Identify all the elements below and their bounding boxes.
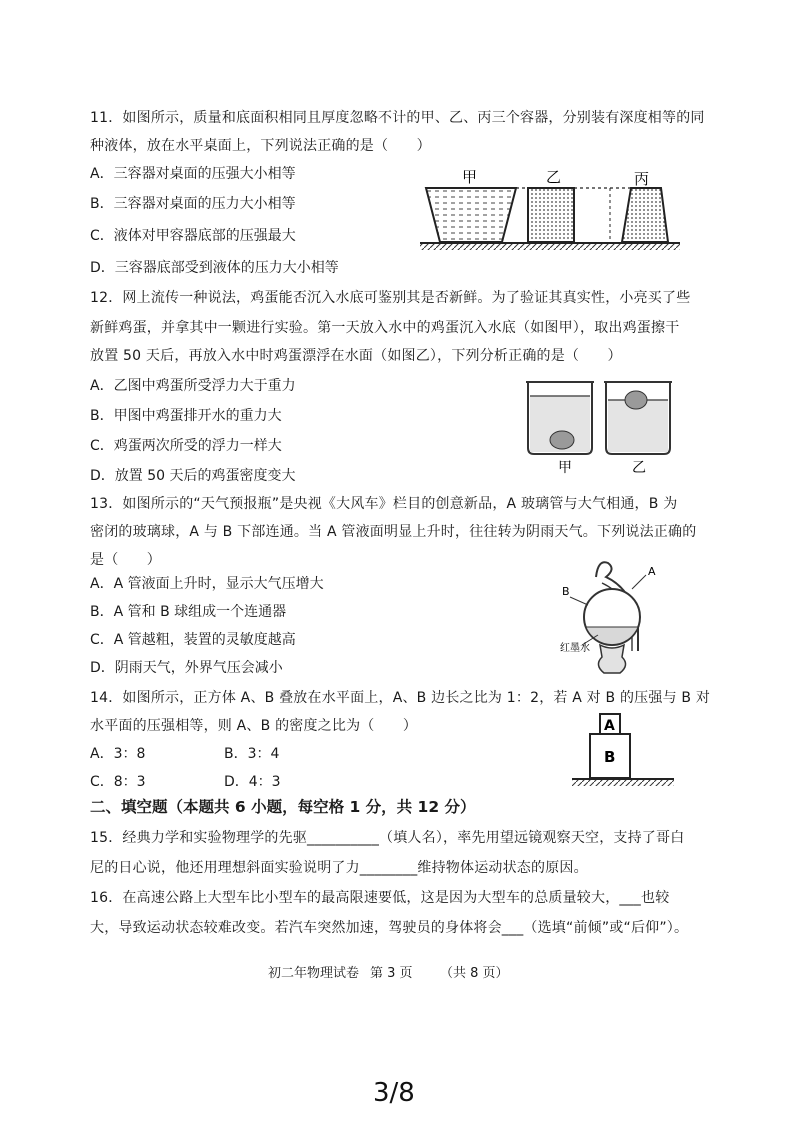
q13-option-b: B．A 管和 B 球组成一个连通器: [90, 604, 287, 620]
page-indicator: 3/8: [373, 1078, 415, 1108]
q12-label-jia: 甲: [558, 460, 572, 476]
q13-weather-bottle-figure: [560, 555, 670, 680]
q13-line1: 13．如图所示的“天气预报瓶”是央视《大风车》栏目的创意新品，A 玻璃管与大气相通，B 为: [90, 496, 678, 512]
q13-label-a: A: [648, 565, 656, 578]
q11-option-a: A．三容器对桌面的压强大小相等: [90, 166, 296, 182]
q13-option-c: C．A 管越粗，装置的灵敏度越高: [90, 632, 296, 648]
q14-line2: 水平面的压强相等，则 A、B 的密度之比为（ ）: [90, 718, 418, 734]
q13-label-b: B: [562, 585, 570, 598]
q13-line3: 是（ ）: [90, 552, 161, 568]
q14-line1: 14．如图所示，正方体 A、B 叠放在水平面上，A、B 边长之比为 1：2，若 A 对 B 的压强与 B 对: [90, 690, 711, 706]
q11-line2: 种液体，放在水平桌面上，下列说法正确的是（ ）: [90, 138, 431, 154]
q11-label-jia: 甲: [462, 168, 478, 186]
q11-label-yi: 乙: [546, 168, 562, 186]
q14-option-b: B．3：4: [224, 746, 280, 762]
q12-line2: 新鲜鸡蛋，并拿其中一颗进行实验。第一天放入水中的鸡蛋沉入水底（如图甲），取出鸡蛋擦干: [90, 320, 680, 336]
q14-cubes-figure: [570, 710, 680, 790]
footer-subject: 初二年物理试卷: [268, 966, 360, 981]
q14-option-c: C．8：3: [90, 774, 146, 790]
section-2-title: 二、填空题（本题共 6 小题，每空格 1 分，共 12 分）: [90, 798, 476, 816]
q11-label-bing: 丙: [634, 170, 650, 188]
q13-option-d: D．阴雨天气，外界气压会减小: [90, 660, 283, 676]
q12-option-a: A．乙图中鸡蛋所受浮力大于重力: [90, 378, 296, 394]
q15-line1: 15．经典力学和实验物理学的先驱__________（填人名），率先用望远镜观察天空，支持了哥白: [90, 830, 685, 846]
q12-label-yi: 乙: [632, 460, 646, 476]
q14-option-d: D．4：3: [224, 774, 281, 790]
q16-line1: 16．在高速公路上大型车比小型车的最高限速要低，这是因为大型车的总质量较大，___也较: [90, 890, 670, 906]
q13-label-red-ink: 红墨水: [560, 643, 590, 654]
q14-label-b: B: [604, 748, 616, 766]
q12-line3: 放置 50 天后，再放入水中时鸡蛋漂浮在水面（如图乙），下列分析正确的是（ ）: [90, 348, 622, 364]
q13-option-a: A．A 管液面上升时，显示大气压增大: [90, 576, 324, 592]
q11-option-c: C．液体对甲容器底部的压强最大: [90, 228, 296, 244]
q12-option-d: D．放置 50 天后的鸡蛋密度变大: [90, 468, 296, 484]
q12-option-b: B．甲图中鸡蛋排开水的重力大: [90, 408, 282, 424]
q14-label-a: A: [604, 718, 615, 734]
q13-line2: 密闭的玻璃球，A 与 B 下部连通。当 A 管液面明显上升时，往往转为阴雨天气。下列说法正确的: [90, 524, 697, 540]
footer-total: （共 8 页）: [440, 966, 509, 981]
q12-beakers-figure: [524, 376, 674, 476]
q14-option-a: A．3：8: [90, 746, 146, 762]
q11-line1: 11．如图所示，质量和底面积相同且厚度忽略不计的甲、乙、丙三个容器，分别装有深度相等的同: [90, 110, 705, 126]
footer-page: 第 3 页: [370, 966, 413, 981]
q16-line2: 大，导致运动状态较难改变。若汽车突然加速，驾驶员的身体将会___（选填“前倾”或“后仰”）。: [90, 920, 689, 936]
q12-option-c: C．鸡蛋两次所受的浮力一样大: [90, 438, 282, 454]
q12-line1: 12．网上流传一种说法，鸡蛋能否沉入水底可鉴别其是否新鲜。为了验证其真实性，小亮买了些: [90, 290, 691, 306]
q11-option-d: D．三容器底部受到液体的压力大小相等: [90, 260, 339, 276]
q11-option-b: B．三容器对桌面的压力大小相等: [90, 196, 296, 212]
q15-line2: 尼的日心说，他还用理想斜面实验说明了力________维持物体运动状态的原因。: [90, 860, 588, 876]
q11-containers-figure: [418, 164, 700, 254]
